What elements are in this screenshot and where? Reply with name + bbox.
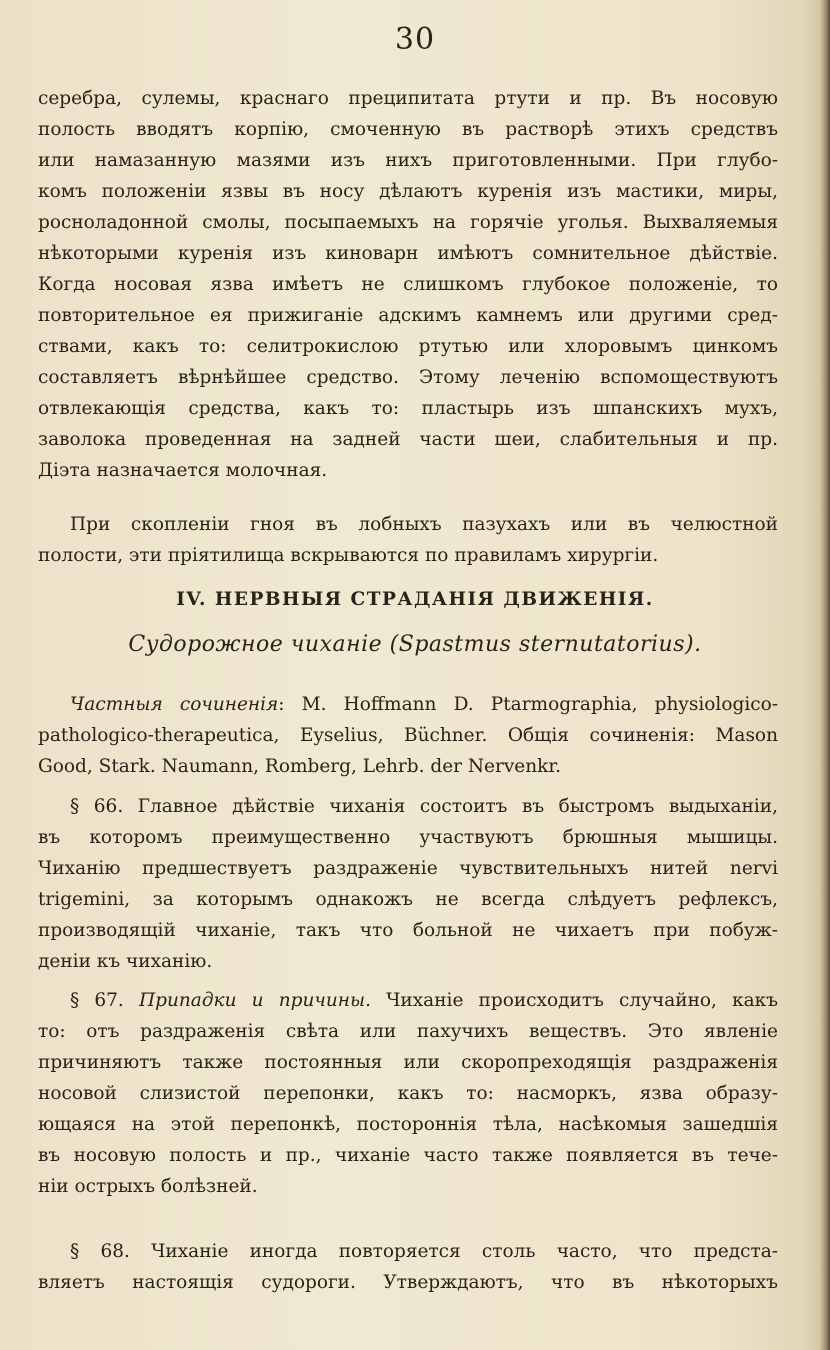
text-line: комъ положеніи язвы въ носу дѣлаютъ куренія изъ мастики, миры,	[38, 181, 778, 202]
text-line: носовой слизистой перепонки, какъ то: насморкъ, язва образу-	[38, 1083, 778, 1104]
text-line	[38, 689, 778, 720]
text-line: или намазанную мазями изъ нихъ приготовленными. При глубо-	[38, 150, 778, 171]
page-edge-shadow	[820, 0, 830, 1350]
paragraph-literature	[38, 689, 778, 782]
paragraph-treatment	[38, 83, 778, 486]
paragraph-67-line-1: Чиханіе происходитъ случайно, какъ	[386, 990, 778, 1011]
paragraph-67-lead: Припадки и причины.	[138, 990, 371, 1011]
text-line: pathologico-therapeutica, Eyselius, Büchner. Общія сочиненія: Mason	[38, 725, 778, 746]
text-line: повторительное ея прижиганіе адскимъ камнемъ или другими сред-	[38, 305, 778, 326]
section-heading: IV. НЕРВНЫЯ СТРАДАНІЯ ДВИЖЕНІЯ.	[176, 589, 654, 610]
text-line: нѣкоторыми куренія изъ киноварн имѣютъ сомнительное дѣйствіе.	[38, 243, 778, 264]
text-line: Діэта назначается молочная.	[38, 460, 328, 481]
section-subtitle: Судорожное чиханіе (Spastmus sternutatorius).	[128, 632, 702, 657]
paragraph-67	[38, 985, 778, 1202]
text-line: § 66. Главное дѣйствіе чиханія состоитъ въ быстромъ выдыханіи,	[70, 796, 778, 817]
text-line: отвлекающія средства, какъ то: пластырь изъ шпанскихъ мухъ,	[38, 398, 778, 419]
text-line: ніи острыхъ болѣзней.	[38, 1176, 258, 1197]
text-line: вляетъ настоящія судороги. Утверждаютъ, что въ нѣкоторыхъ	[38, 1272, 778, 1293]
text-line: При скопленіи гноя въ лобныхъ пазухахъ или въ челюстной	[70, 514, 778, 535]
text-line: заволока проведенная на задней части шеи, слабительныя и пр.	[38, 429, 778, 450]
literature-lead: Частныя сочиненія	[70, 694, 279, 715]
text-line: полость вводятъ корпію, смоченную въ растворѣ этихъ средствъ	[38, 119, 778, 140]
text-line: Чиханію предшествуетъ раздраженіе чувствительныхъ нитей nervi	[38, 858, 778, 879]
text-line: то: отъ раздраженія свѣта или пахучихъ веществъ. Это явленіе	[38, 1021, 778, 1042]
text-line: составляетъ вѣрнѣйшее средство. Этому леченію вспомоществуютъ	[38, 367, 778, 388]
text-line: въ которомъ преимущественно участвуютъ брюшныя мышицы.	[38, 827, 778, 848]
text-line: Когда носовая язва имѣетъ не слишкомъ глубокое положеніе, то	[38, 274, 778, 295]
text-line: росноладонной смолы, посыпаемыхъ на горячіе уголья. Выхваляемыя	[38, 212, 778, 233]
section-mark: § 67.	[70, 990, 124, 1011]
paragraph-sinus	[38, 509, 778, 571]
text-line: производящій чиханіе, такъ что больной не чихаетъ при побуж-	[38, 920, 778, 941]
text-line: серебра, сулемы, краснаго преципитата ртути и пр. Въ носовую	[38, 88, 778, 109]
paragraph-68	[38, 1236, 778, 1298]
text-line: ющаяся на этой перепонкѣ, постороннія тѣла, насѣкомыя зашедшія	[38, 1114, 778, 1135]
text-line: деніи къ чиханію.	[38, 951, 213, 972]
text-line: Good, Stark. Naumann, Romberg, Lehrb. der Nervenkr.	[38, 756, 562, 777]
text-line: въ носовую полость и пр., чиханіе часто также появляется въ тече-	[38, 1145, 778, 1166]
text-line: ствами, какъ то: селитрокислою ртутью или хлоровымъ цинкомъ	[38, 336, 778, 357]
text-line: trigemini, за которымъ однакожъ не всегда слѣдуетъ рефлексъ,	[38, 889, 778, 910]
literature-line-1: : M. Hoffmann D. Ptarmographia, physiologico-	[278, 694, 778, 715]
paragraph-66	[38, 791, 778, 977]
text-line: причиняютъ также постоянныя или скоропреходящія раздраженія	[38, 1052, 778, 1073]
text-line: полости, эти пріятилища вскрываются по правиламъ хирургіи.	[38, 545, 659, 566]
page-number: 30	[394, 22, 436, 57]
text-line	[38, 985, 778, 1016]
text-line: § 68. Чиханіе иногда повторяется столь часто, что предста-	[70, 1241, 778, 1262]
